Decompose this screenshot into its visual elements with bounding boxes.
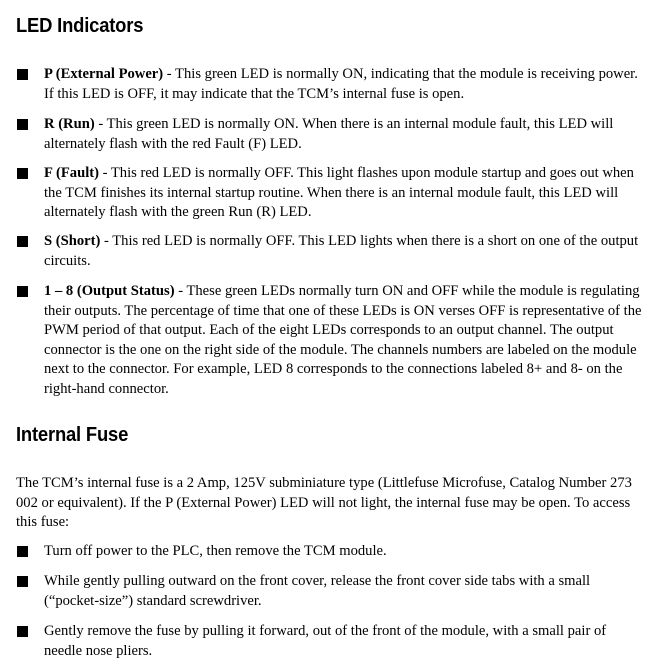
square-bullet-icon xyxy=(17,168,28,179)
square-bullet-icon xyxy=(17,236,28,247)
term-description: - This green LED is normally ON, indicating that the module is receiving power. If this LED is OFF, it may indicate that the TCM’s internal fuse is open. xyxy=(44,66,638,102)
square-bullet-icon xyxy=(17,546,28,557)
square-bullet-icon xyxy=(17,576,28,587)
square-bullet-icon xyxy=(17,286,28,297)
term-label: P (External Power) xyxy=(44,66,164,82)
term-label: R (Run) xyxy=(44,116,95,132)
term-label: 1 – 8 (Output Status) xyxy=(44,283,175,299)
square-bullet-icon xyxy=(17,69,28,80)
square-bullet-icon xyxy=(17,626,28,637)
term-description: - This red LED is normally OFF. This light flashes upon module startup and goes out when the TCM finishes its internal startup routine. When there is an internal module fault, this LED will alternately flash with the green Run (R) LED. xyxy=(44,165,634,220)
term-description: - This red LED is normally OFF. This LED lights when there is a short on one of the output circuits. xyxy=(44,233,639,269)
step-text: While gently pulling outward on the front cover, release the front cover side tabs with a small (“pocket-size”) standard screwdriver. xyxy=(44,573,591,609)
term-label: F (Fault) xyxy=(44,165,99,181)
step-text: Gently remove the fuse by pulling it forward, out of the front of the module, with a small pair of needle nose pliers. xyxy=(44,623,607,659)
term-label: S (Short) xyxy=(44,233,101,249)
term-description: - These green LEDs normally turn ON and OFF while the module is regulating their outputs. The percentage of time that one of these LEDs is ON verses OFF is representative of the PWM period of that output. Each of the eight LEDs corresponds to an output channel. The output connector is the one on the right side of the module. The channels numbers are labeled on the module next to the connector. For example, LED 8 corresponds to the connections labeled 8+ and 8- on the right-hand connector. xyxy=(44,283,642,397)
term-description: - This green LED is normally ON. When there is an internal module fault, this LED will alternately flash with the red Fault (F) LED. xyxy=(44,116,614,152)
fuse-paragraph: The TCM’s internal fuse is a 2 Amp, 125V subminiature type (Littlefuse Microfuse, Catalog Number 273 002 or equivalent). If the P (External Power) LED will not light, the internal fuse may be open. To access this fuse: xyxy=(16,475,632,530)
square-bullet-icon xyxy=(17,119,28,130)
led-indicators-heading: LED Indicators xyxy=(16,15,144,37)
internal-fuse-heading: Internal Fuse xyxy=(16,424,129,446)
step-text: Turn off power to the PLC, then remove the TCM module. xyxy=(44,543,387,559)
